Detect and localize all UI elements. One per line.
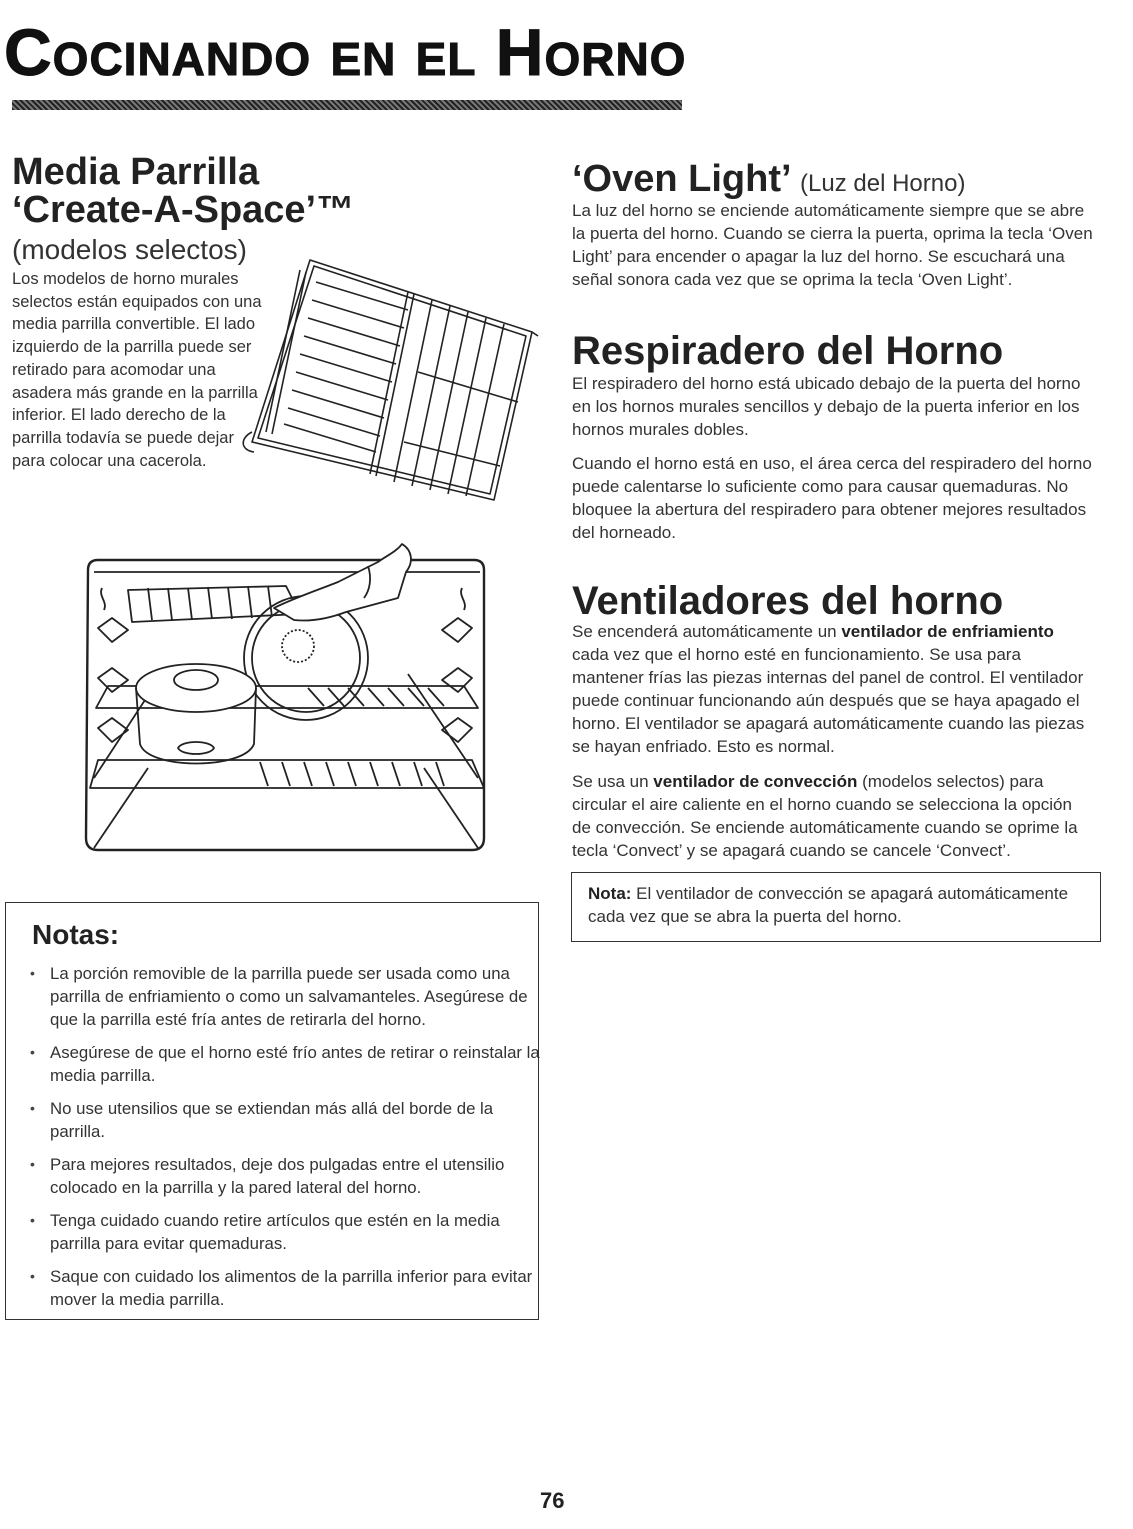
oven-interior-illustration (68, 538, 500, 868)
note-item: • Asegúrese de que el horno esté frío antes de retirar o reinstalar la media parrilla. (30, 1041, 540, 1087)
title-rule (12, 100, 682, 110)
page-number: 76 (540, 1488, 565, 1513)
nota-label: Nota: (588, 884, 632, 903)
create-a-space-heading-line2: ‘Create-A-Space’™ (12, 189, 355, 231)
notes-list (30, 962, 540, 1321)
half-rack-illustration (232, 252, 542, 522)
oven-vent-heading: Respiradero del Horno (572, 329, 1004, 373)
oven-fans-body-1 (572, 620, 1092, 758)
oven-fans-body-2 (572, 770, 1092, 862)
nota-text (588, 882, 1088, 928)
note-item: • No use utensilios que se extiendan más allá del borde de la parrilla. (30, 1097, 540, 1143)
nota-body: El ventilador de convección se apagará automáticamente cada vez que se abra la puerta del horno. (588, 884, 1069, 926)
create-a-space-body: Los modelos de horno murales selectos están equipados con una media parrilla convertible. El lado izquierdo de la parrilla puede ser retirado para acomodar una asadera más grande en la parrilla inferior. El lado derecho de la parrilla todavía se puede dejar para colocar una cacerola. (12, 270, 262, 470)
oven-light-heading-main: ‘Oven Light’ (572, 158, 790, 200)
oven-light-heading-sub: (Luz del Horno) (800, 170, 966, 197)
create-a-space-heading-line1: Media Parrilla (12, 151, 260, 193)
oven-vent-body-1: El respiradero del horno está ubicado debajo de la puerta del horno en los hornos murales sencillos y debajo de la puerta inferior en los hornos murales dobles. (572, 374, 1081, 439)
fans-p1-post: cada vez que el horno esté en funcionamiento. Se usa para mantener frías las piezas internas del panel de control. El ventilador puede continuar funcionando aún después que se haya apagado el horno. El ventilador se apagará automáticamente cuando las piezas se hayan enfriado. Esto es normal. (572, 645, 1085, 756)
notes-title: Notas: (32, 919, 120, 950)
page-title: Cocinando en el Horno (4, 15, 687, 89)
fans-p1-pre: Se encenderá automáticamente un (572, 622, 842, 641)
fans-p2-post: (modelos selectos) para circular el aire caliente en el horno cuando se selecciona la opción de convección. Se enciende automáticamente cuando se oprime la tecla ‘Convect’ y se apagará cuando se cancele ‘Convect’. (572, 772, 1078, 860)
oven-light-heading (572, 160, 965, 200)
oven-fans-heading: Ventiladores del horno (572, 579, 1004, 623)
fans-p1-bold: ventilador de enfriamiento (841, 622, 1054, 641)
note-item: • Para mejores resultados, deje dos pulgadas entre el utensilio colocado en la parrilla y la pared lateral del horno. (30, 1153, 540, 1199)
fans-p2-bold: ventilador de convección (653, 772, 858, 791)
note-item: • Saque con cuidado los alimentos de la parrilla inferior para evitar mover la media parrilla. (30, 1265, 540, 1311)
create-a-space-subheading: (modelos selectos) (12, 234, 247, 265)
fans-p2-pre: Se usa un (572, 772, 654, 791)
oven-light-body: La luz del horno se enciende automáticamente siempre que se abre la puerta del horno. Cuando se cierra la puerta, oprima la tecla ‘Oven Light’ para encender o apagar la luz del horno. Se escuchará una señal sonora cada vez que se oprima la tecla ‘Oven Light’. (572, 201, 1093, 289)
oven-vent-body-2: Cuando el horno está en uso, el área cerca del respiradero del horno puede calentarse lo suficiente como para causar quemaduras. No bloquee la abertura del respiradero para obtener mejores resultados del horneado. (572, 454, 1092, 542)
note-item: • La porción removible de la parrilla puede ser usada como una parrilla de enfriamiento o como un salvamanteles. Asegúrese de que la parrilla esté fría antes de retirarla del horno. (30, 962, 540, 1031)
note-item: • Tenga cuidado cuando retire artículos que estén en la media parrilla para evitar quemaduras. (30, 1209, 540, 1255)
